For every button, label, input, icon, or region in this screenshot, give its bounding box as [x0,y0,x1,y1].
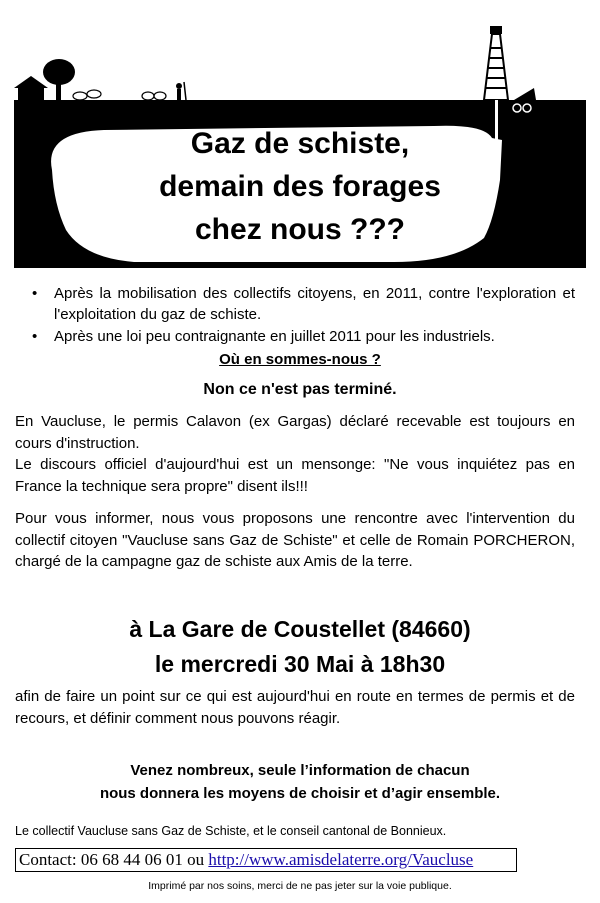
callout-line-1: Venez nombreux, seule l’information de chacun [130,762,470,779]
purpose-paragraph: afin de faire un point sur ce qui est aujourd'hui en route en termes de permis et de recours, et définir comment nous pouvons réagir. [15,688,575,727]
signature: Le collectif Vaucluse sans Gaz de Schiste, et le conseil cantonal de Bonnieux. [15,824,447,838]
list-item [30,326,575,347]
footer-note: Imprimé par nos soins, merci de ne pas jeter sur la voie publique. [148,880,452,892]
page-title [0,122,600,251]
drilling-tower-icon [484,26,508,100]
title-line-3: chez nous ??? [195,213,405,246]
bullet-text: Après une loi peu contraignante en juillet 2011 pour les industriels. [54,328,495,345]
bullet-icon: • [32,285,38,302]
contact-link[interactable]: http://www.amisdelaterre.org/Vaucluse [208,850,474,869]
question-heading: Où en sommes-nous ? [219,351,381,368]
title-line-1: Gaz de schiste, [190,127,410,160]
paragraph-permit: En Vaucluse, le permis Calavon (ex Gargas) déclaré recevable est toujours en cours d'instruction. [15,413,575,452]
house-icon [14,76,48,102]
shepherd-icon [176,82,186,100]
sheep-icon [73,90,166,100]
bullet-icon: • [32,328,38,345]
bullet-text: Après la mobilisation des collectifs citoyens, en 2011, contre l'exploration et l'exploitation du gaz de schiste. [54,285,575,323]
tree-icon [43,59,75,102]
contact-box [15,848,517,872]
call-to-action [0,759,600,805]
context-bullets [30,283,575,348]
event-date: le mercredi 30 Mai à 18h30 [154,651,446,677]
paragraph-official-speech: Le discours officiel d'aujourd'hui est un mensonge: "Ne vous inquiétez pas en France la technique sera propre" disent ils!!! [15,456,575,495]
event-location: à La Gare de Coustellet (84660) [129,616,471,642]
event-block [0,612,600,682]
title-line-2: demain des forages [159,170,441,203]
meeting-paragraph: Pour vous informer, nous vous proposons une rencontre avec l'intervention du collectif citoyen "Vaucluse sans Gaz de Schiste" et celle de Romain PORCHERON, chargé de la campagne gaz de schiste aux Amis de la terre. [15,510,575,570]
list-item [30,283,575,325]
contact-phone: Contact: 06 68 44 06 01 ou [19,850,209,869]
status-heading: Non ce n'est pas terminé. [203,381,397,398]
header-illustration [14,20,586,268]
callout-line-2: nous donnera les moyens de choisir et d’agir ensemble. [99,785,501,802]
situation-paragraph [15,411,575,497]
